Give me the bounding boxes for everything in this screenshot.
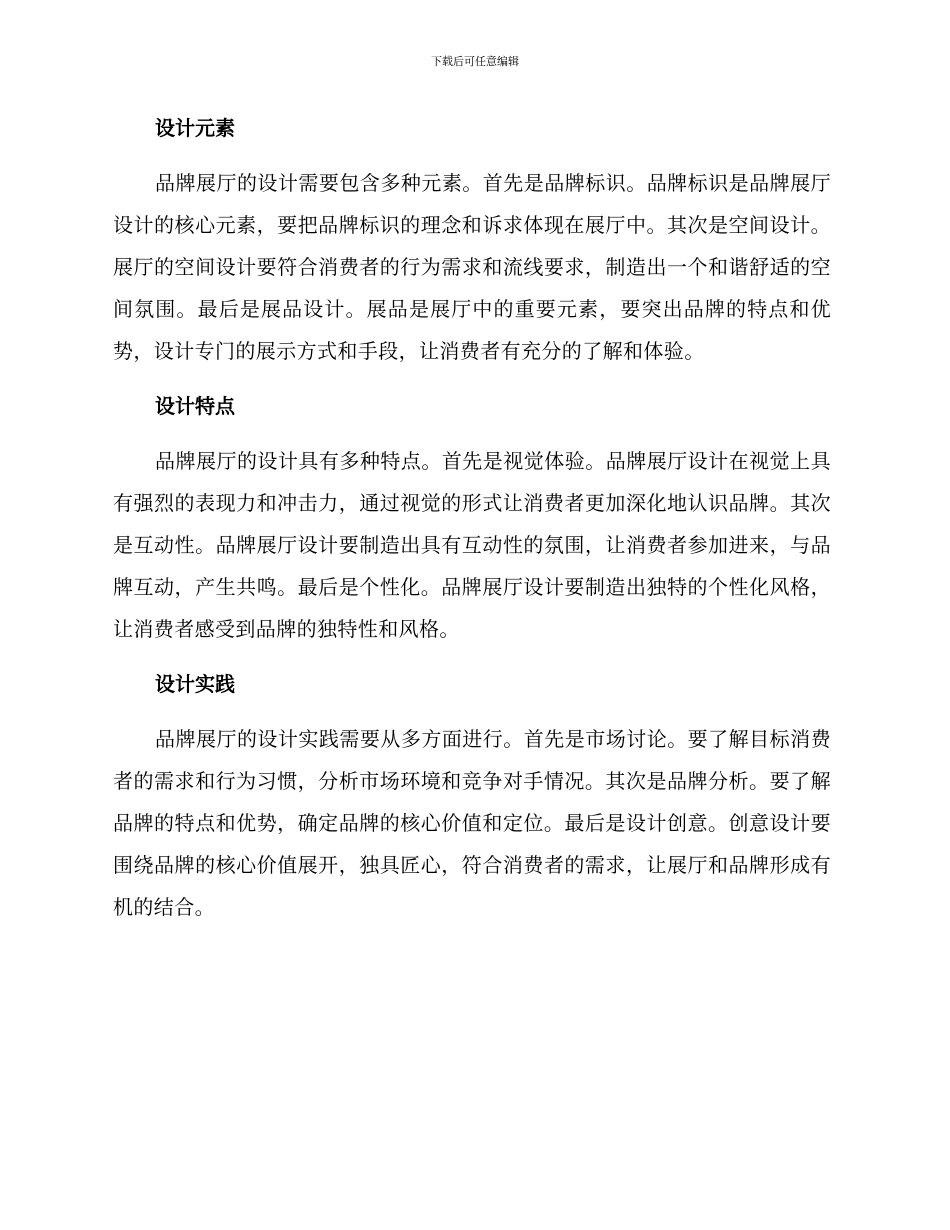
page-header-note: 下载后可任意编辑 bbox=[431, 55, 519, 68]
section-heading: 设计特点 bbox=[155, 394, 235, 418]
section-paragraph: 品牌展厅的设计实践需要从多方面进行。首先是市场讨论。要了解目标消费者的需求和行为习惯，分析市场环境和竞争对手情况。其次是品牌分析。要了解品牌的特点和优势，确定品牌的核心价值和定位。最后是设计创意。创意设计要围绕品牌的核心价值展开，独具匠心，符合消费者的需求，让展厅和品牌形成有机的结合。 bbox=[113, 727, 831, 919]
document-body bbox=[113, 108, 831, 942]
section-paragraph: 品牌展厅的设计需要包含多种元素。首先是品牌标识。品牌标识是品牌展厅设计的核心元素，要把品牌标识的理念和诉求体现在展厅中。其次是空间设计。展厅的空间设计要符合消费者的行为需求和流线要求，制造出一个和谐舒适的空间氛围。最后是展品设计。展品是展厅中的重要元素，要突出品牌的特点和优势，设计专门的展示方式和手段，让消费者有充分的了解和体验。 bbox=[113, 171, 831, 363]
section-heading: 设计实践 bbox=[155, 672, 235, 696]
section-heading: 设计元素 bbox=[155, 116, 235, 140]
section-design-elements bbox=[113, 108, 831, 372]
section-design-features bbox=[113, 386, 831, 650]
section-paragraph: 品牌展厅的设计具有多种特点。首先是视觉体验。品牌展厅设计在视觉上具有强烈的表现力和冲击力，通过视觉的形式让消费者更加深化地认识品牌。其次是互动性。品牌展厅设计要制造出具有互动性的氛围，让消费者参加进来，与品牌互动，产生共鸣。最后是个性化。品牌展厅设计要制造出独特的个性化风格，让消费者感受到品牌的独特性和风格。 bbox=[113, 449, 831, 641]
section-design-practice bbox=[113, 664, 831, 928]
